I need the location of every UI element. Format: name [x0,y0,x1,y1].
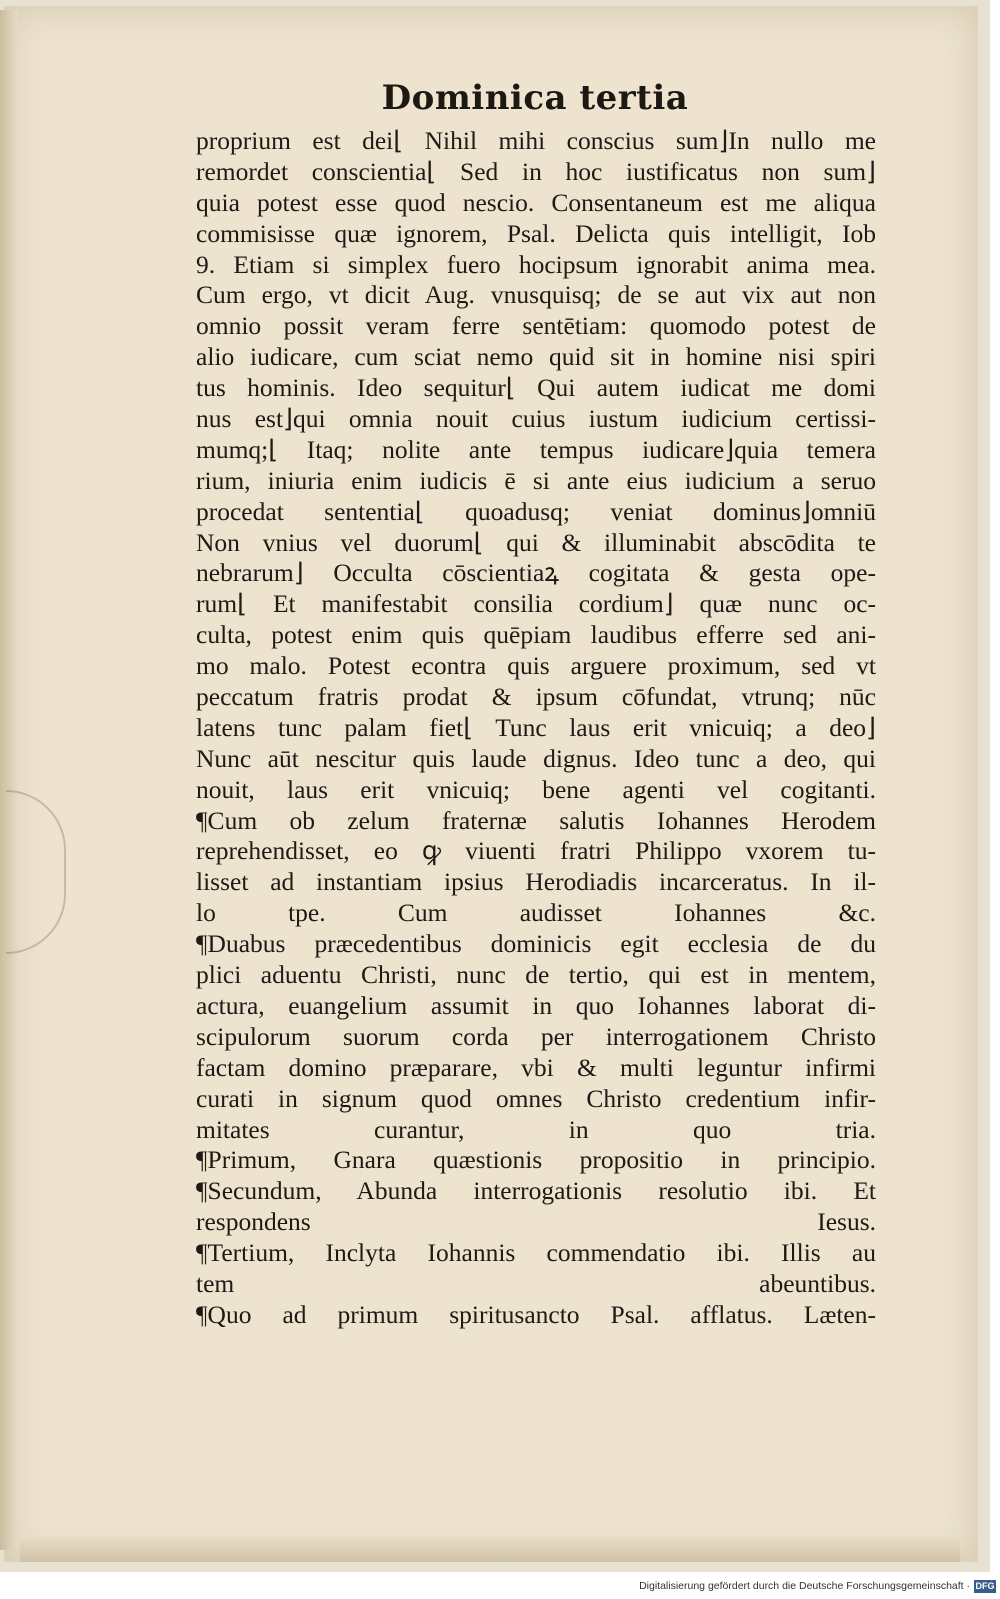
text-line: tus hominis. Ideo sequitur⌊ Qui autem iudicat me domi [196,373,876,403]
text-line: Nunc aūt nescitur quis laude dignus. Ideo tunc a deo, qui [196,743,876,773]
text-line: nus est⌋qui omnia nouit cuius iustum iudicium certissi- [196,404,876,434]
text-line: quia potest esse quod nescio. Consentaneum est me aliqua [196,187,876,217]
text-line: lisset ad instantiam ipsius Herodiadis incarceratus. In il- [196,867,876,897]
text-line: nebrarum⌋ Occulta cōscientiaꝝ cogitata & gesta ope- [196,558,876,588]
text-line: remordet conscientia⌊ Sed in hoc iustificatus non sum⌋ [196,156,876,186]
text-line: rium, iniuria enim iudicis ē si ante eius iudicium a seruo [196,465,876,495]
dfg-logo-icon: DFG [975,1581,995,1591]
text-line: mumq;⌊ Itaq; nolite ante tempus iudicare⌋quia temera [196,434,876,464]
text-line: culta, potest enim quis quēpiam laudibus efferre sed ani- [196,620,876,650]
text-line: latens tunc palam fiet⌊ Tunc laus erit vnicuiq; a deo⌋ [196,712,876,742]
text-line: proprium est dei⌊ Nihil mihi conscius sum⌋In nullo me [196,126,876,155]
text-line: commisisse quæ ignorem, Psal. Delicta quis intelligit, Iob [196,218,876,248]
text-line: alio iudicare, cum sciat nemo quid sit in homine nisi spiri [196,342,876,372]
funding-credit: Digitalisierung gefördert durch die Deutsche Forschungsgemeinschaft · [639,1580,970,1592]
text-line: Non vnius vel duorum⌊ qui & illuminabit abscōdita te [196,527,876,557]
text-line: ¶Primum, Gnara quæstionis propositio in principio. [196,1145,876,1175]
running-title: Dominica tertia [381,78,689,118]
text-line: ¶Tertium, Inclyta Iohannis commendatio ibi. Illis au [196,1238,876,1268]
text-line: procedat sententia⌊ quoadusq; veniat dominus⌋omniū [196,496,876,526]
text-line: ¶Quo ad primum spiritusancto Psal. afflatus. Læten- [196,1299,876,1329]
text-line: rum⌊ Et manifestabit consilia cordium⌋ quæ nunc oc- [196,589,876,619]
text-line: respondens Iesus. [196,1207,876,1237]
text-line: lo tpe. Cum audisset Iohannes &c. [196,898,876,928]
text-line: reprehendisset, eo ꝙ viuenti fratri Philippo vxorem tu- [196,836,876,866]
text-block [196,126,876,1331]
text-line: mitates curantur, in quo tria. [196,1114,876,1144]
text-line: actura, euangelium assumit in quo Iohannes laborat di- [196,990,876,1020]
text-line: tem abeuntibus. [196,1268,876,1298]
text-line: omnio possit veram ferre sentētiam: quomodo potest de [196,311,876,341]
text-line: factam domino præparare, vbi & multi leguntur infirmi [196,1052,876,1082]
text-line: ¶Cum ob zelum fraternæ salutis Iohannes Herodem [196,805,876,835]
footer-bar [0,1576,1000,1599]
text-line: plici aduentu Christi, nunc de tertio, qui est in mentem, [196,960,876,990]
text-line: nouit, laus erit vnicuiq; bene agenti vel cogitanti. [196,774,876,804]
text-line: Cum ergo, vt dicit Aug. vnusquisq; de se aut vix aut non [196,280,876,310]
text-line: ¶Duabus præcedentibus dominicis egit ecclesia de du [196,929,876,959]
text-line: scipulorum suorum corda per interrogationem Christo [196,1021,876,1051]
text-line: 9. Etiam si simplex fuero hocipsum ignorabit anima mea. [196,249,876,279]
page-edge-left [0,10,18,1550]
text-line: curati in signum quod omnes Christo credentium infir- [196,1083,876,1113]
page-edge-bottom [20,1536,960,1562]
text-line: ¶Secundum, Abunda interrogationis resolutio ibi. Et [196,1176,876,1206]
text-line: peccatum fratris prodat & ipsum cōfundat, vtrunq; nūc [196,682,876,712]
page-header [0,78,1000,118]
text-line: mo malo. Potest econtra quis arguere proximum, sed vt [196,651,876,681]
